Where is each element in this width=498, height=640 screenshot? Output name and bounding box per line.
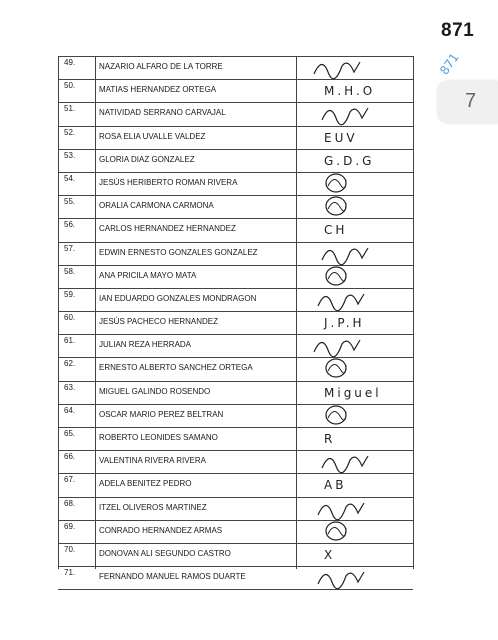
row-number: 67. — [64, 475, 76, 485]
signature-mark — [296, 355, 413, 381]
signature-mark — [296, 147, 413, 173]
row-name: GLORIA DIAZ GONZALEZ — [99, 154, 195, 164]
signature-mark — [296, 425, 413, 451]
signature-text: J.P.H — [324, 316, 365, 331]
row-number: 70. — [64, 544, 76, 554]
row-number: 64. — [64, 405, 76, 415]
signature-text: Miguel — [324, 385, 382, 400]
signature-mark — [296, 564, 413, 590]
signature-stroke — [326, 267, 346, 285]
signature-stroke — [328, 179, 346, 188]
page-indicator-tab[interactable] — [438, 81, 498, 123]
row-name: ERNESTO ALBERTO SANCHEZ ORTEGA — [99, 363, 253, 373]
row-name: ORALIA CARMONA CARMONA — [99, 201, 214, 211]
row-number: 56. — [64, 220, 76, 230]
signature-mark — [296, 263, 413, 289]
signature-mark — [296, 379, 413, 405]
row-number: 68. — [64, 498, 76, 508]
row-name: IAN EDUARDO GONZALES MONDRAGON — [99, 293, 257, 303]
row-number: 59. — [64, 289, 76, 299]
signature-stroke — [326, 522, 346, 540]
signature-mark — [296, 240, 413, 266]
row-name: MATIAS HERNANDEZ ORTEGA — [99, 85, 217, 95]
signature-stroke — [328, 272, 346, 281]
signature-text: G.D.G — [324, 153, 375, 168]
row-name: ROBERTO LEONIDES SAMANO — [99, 433, 218, 442]
row-number: 60. — [64, 313, 76, 323]
signature-text: X — [324, 547, 336, 562]
row-number: 65. — [64, 429, 76, 438]
row-number: 54. — [64, 173, 76, 183]
row-name: OSCAR MARIO PEREZ BELTRAN — [99, 409, 224, 419]
signature-mark — [296, 309, 413, 335]
signature-text: AB — [324, 478, 347, 493]
row-name: ANA PRICILA MAYO MATA — [99, 270, 197, 280]
row-number: 63. — [64, 382, 76, 392]
column-divider-number — [95, 56, 96, 569]
attendance-table — [58, 56, 413, 590]
page-number: 871 — [441, 20, 475, 41]
row-name: DONOVAN ALI SEGUNDO CASTRO — [99, 548, 231, 558]
row-name: MIGUEL GALINDO ROSENDO — [99, 386, 211, 396]
signature-mark — [296, 170, 413, 196]
signature-stroke — [326, 406, 346, 424]
table-border-right — [413, 56, 414, 569]
row-name: NATIVIDAD SERRANO CARVAJAL — [99, 108, 226, 118]
signature-stroke — [326, 359, 346, 377]
table-row — [58, 567, 413, 590]
signature-stroke — [326, 174, 346, 192]
row-number: 69. — [64, 521, 76, 531]
signature-mark — [296, 471, 413, 497]
row-number: 57. — [64, 243, 76, 253]
row-name: CONRADO HERNANDEZ ARMAS — [99, 525, 223, 535]
signature-stroke — [318, 572, 364, 589]
signature-mark — [296, 541, 413, 567]
row-number: 55. — [64, 197, 76, 207]
signature-mark — [296, 193, 413, 219]
signature-mark — [296, 448, 413, 474]
signature-text: R — [324, 432, 336, 446]
signature-mark — [296, 332, 413, 358]
signature-mark — [296, 518, 413, 544]
column-divider-signature — [296, 56, 297, 569]
signature-mark — [296, 77, 413, 103]
row-number: 53. — [64, 150, 76, 160]
signature-mark — [296, 216, 413, 242]
signature-mark — [296, 402, 413, 428]
row-name: VALENTINA RIVERA RIVERA — [99, 456, 206, 466]
signature-text: M.H.O — [324, 84, 376, 99]
row-number: 61. — [64, 336, 76, 346]
row-name: CARLOS HERNANDEZ HERNANDEZ — [99, 224, 236, 234]
signature-stroke — [328, 411, 346, 420]
row-name: JESÚS PACHECO HERNANDEZ — [99, 317, 218, 327]
row-name: ROSA ELIA UVALLE VALDEZ — [99, 131, 206, 141]
row-name: ITZEL OLIVEROS MARTINEZ — [99, 502, 207, 512]
page-indicator-label: 7 — [465, 90, 477, 112]
signature-stroke — [328, 203, 346, 212]
signature-text: CH — [324, 223, 348, 238]
row-name: ADELA BENITEZ PEDRO — [99, 479, 192, 489]
signature-mark — [296, 495, 413, 521]
row-name: JESÚS HERIBERTO ROMAN RIVERA — [99, 177, 238, 187]
row-number: 66. — [64, 452, 76, 462]
table-border-left — [58, 56, 59, 569]
margin-handwritten-note: 871 — [437, 50, 462, 78]
signature-stroke — [328, 527, 346, 536]
signature-text: EUV — [324, 130, 358, 145]
row-number: 52. — [64, 127, 76, 137]
signature-mark — [296, 124, 413, 150]
row-number: 71. — [64, 568, 76, 578]
signature-mark — [296, 286, 413, 312]
signature-stroke — [328, 365, 346, 374]
signature-mark — [296, 54, 413, 80]
row-number: 62. — [64, 359, 76, 369]
row-number: 58. — [64, 266, 76, 276]
signature-mark — [296, 100, 413, 126]
signature-stroke — [326, 197, 346, 215]
row-number: 49. — [64, 58, 76, 67]
row-name: NAZARIO ALFARO DE LA TORRE — [99, 62, 223, 71]
row-number: 50. — [64, 81, 76, 91]
row-name: EDWIN ERNESTO GONZALES GONZALEZ — [99, 247, 258, 257]
row-name: JULIAN REZA HERRADA — [99, 340, 192, 350]
row-number: 51. — [64, 104, 76, 114]
row-name: FERNANDO MANUEL RAMOS DUARTE — [99, 572, 246, 582]
